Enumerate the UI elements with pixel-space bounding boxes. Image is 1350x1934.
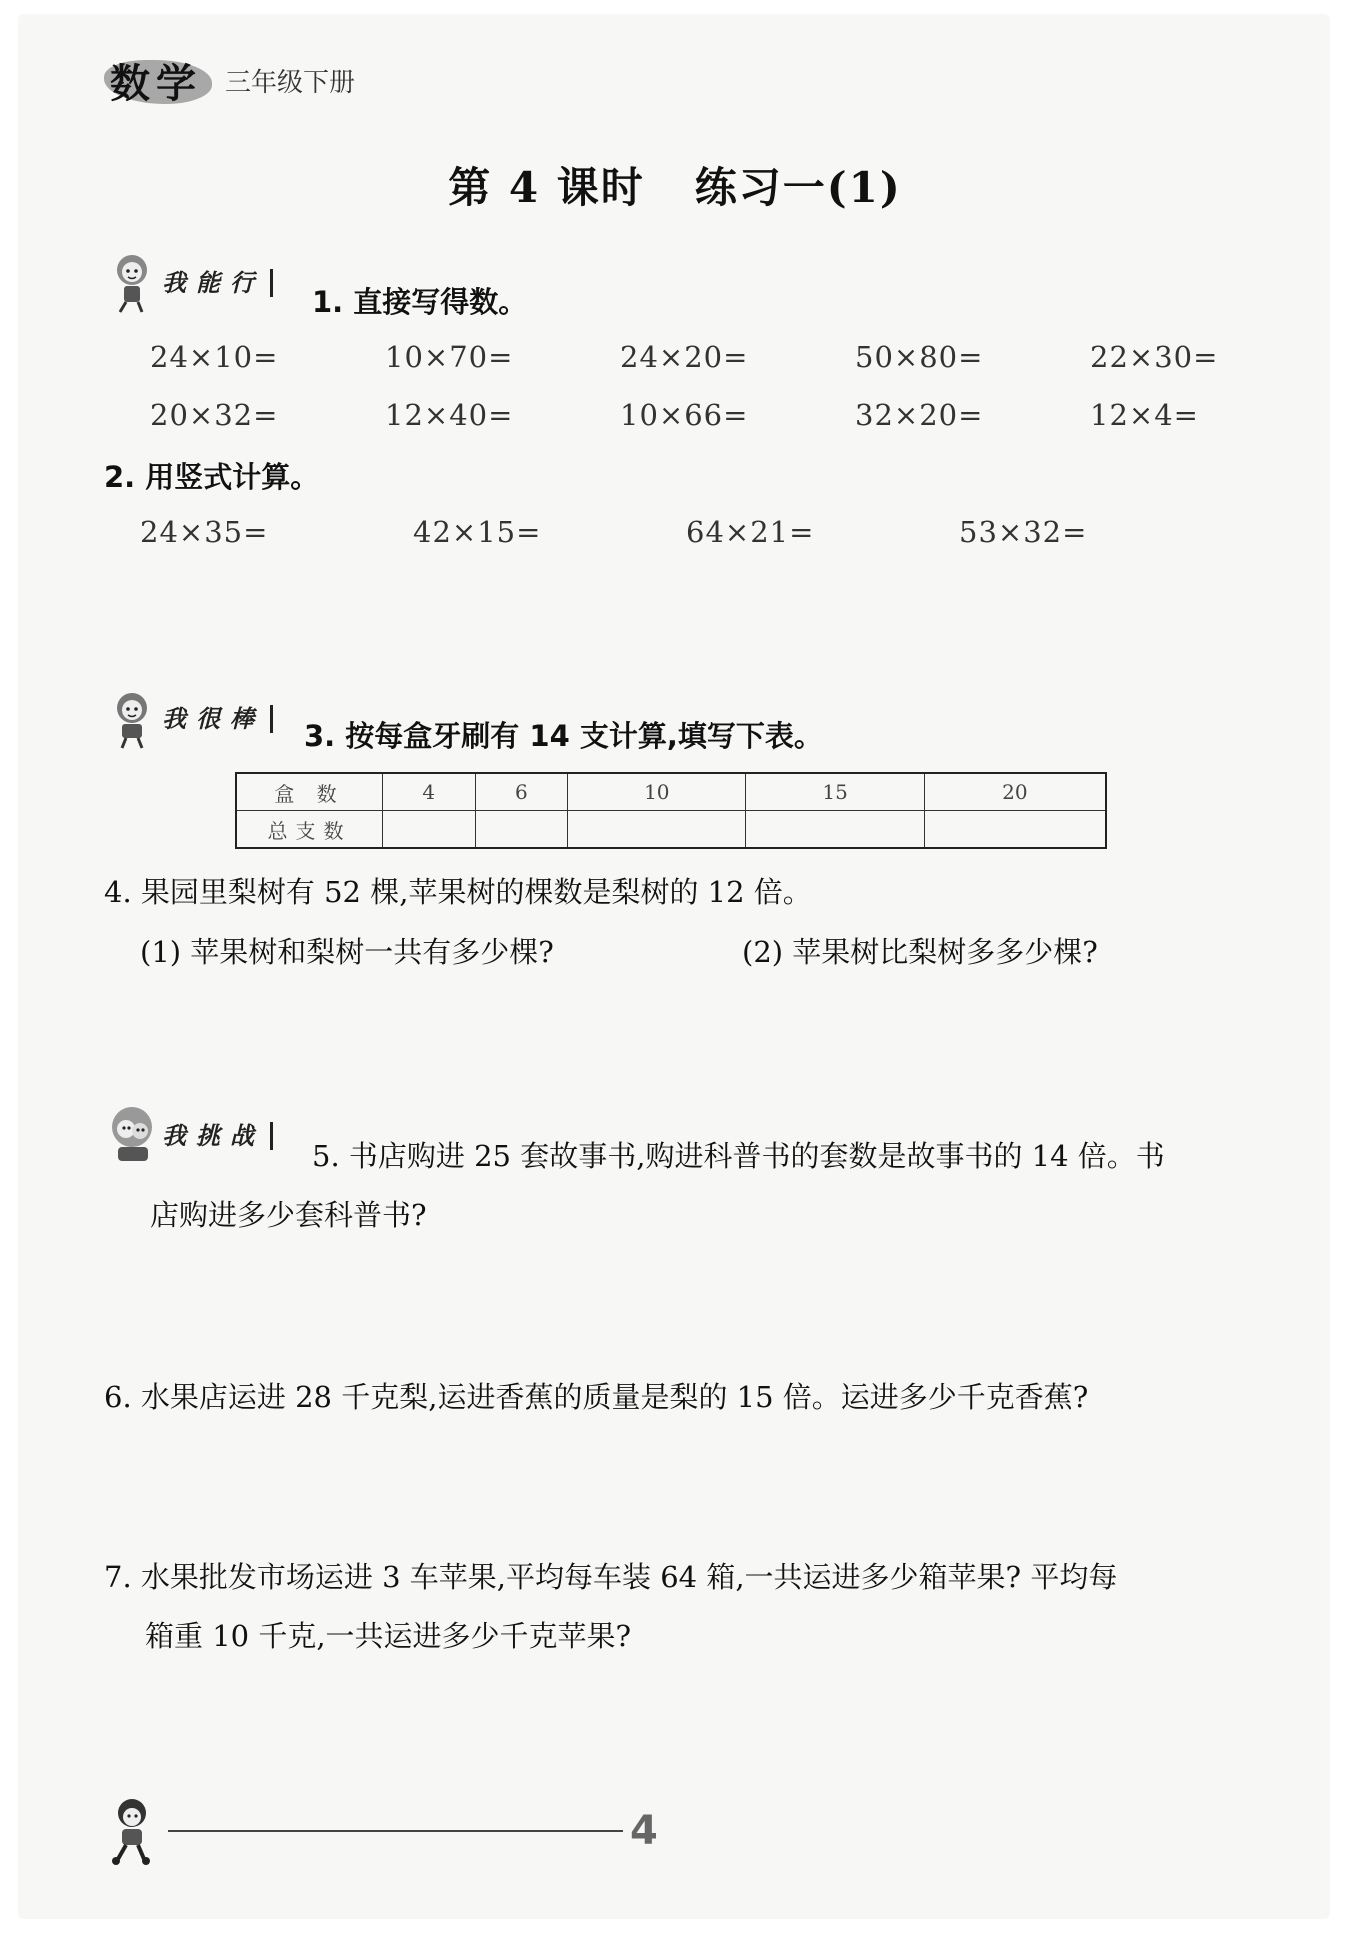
q1-expr: 24×20= (620, 340, 749, 374)
lesson-title (0, 155, 1350, 215)
badge-label: 我挑战 (162, 1122, 273, 1150)
q1-expr: 24×10= (150, 340, 279, 374)
lesson-number: 第 4 课时 (448, 163, 645, 212)
q1-expr: 32×20= (855, 398, 984, 432)
grade-label: 三年级下册 (225, 68, 356, 98)
table-cell: 4 (383, 773, 476, 811)
mascot-icon (106, 688, 160, 750)
q4-sub1: (1) 苹果树和梨树一共有多少棵? (140, 935, 554, 969)
mascot-icon (106, 252, 160, 314)
q2-expr: 64×21= (686, 515, 815, 549)
page-number: 4 (630, 1808, 658, 1854)
q4-sub2: (2) 苹果树比梨树多多少棵? (742, 935, 1098, 969)
q7-line2: 箱重 10 千克,一共运进多少千克苹果? (145, 1619, 632, 1653)
q1-expr: 50×80= (855, 340, 984, 374)
q1-expr: 22×30= (1090, 340, 1219, 374)
q1-expr: 10×66= (620, 398, 749, 432)
table-row (236, 811, 1106, 849)
row-header-total: 总支数 (236, 811, 383, 849)
badge-challenge (106, 1105, 273, 1167)
answer-cell[interactable] (475, 811, 568, 849)
badge-great (106, 688, 273, 750)
q2-expr: 53×32= (959, 515, 1088, 549)
q5-line2: 店购进多少套科普书? (150, 1198, 427, 1232)
table-row (236, 773, 1106, 811)
q1-expr: 12×4= (1090, 398, 1199, 432)
q2-expr: 24×35= (140, 515, 269, 549)
badge-i-can (106, 252, 273, 314)
fill-in-table (235, 772, 1107, 849)
q2-expr: 42×15= (413, 515, 542, 549)
footer-line (168, 1830, 623, 1832)
subject-title: 数学 (110, 61, 202, 107)
q2-title: 2. 用竖式计算。 (104, 460, 320, 494)
mascot-icon (106, 1105, 160, 1167)
row-header-boxes: 盒 数 (236, 773, 383, 811)
q7-line1: 7. 水果批发市场运进 3 车苹果,平均每车装 64 箱,一共运进多少箱苹果? 平均每 (104, 1560, 1118, 1594)
answer-cell[interactable] (383, 811, 476, 849)
badge-label: 我能行 (162, 269, 273, 297)
table-cell: 15 (746, 773, 924, 811)
badge-label: 我很棒 (162, 705, 273, 733)
table-cell: 10 (568, 773, 746, 811)
answer-cell[interactable] (746, 811, 924, 849)
q1-expr: 10×70= (385, 340, 514, 374)
answer-cell[interactable] (924, 811, 1106, 849)
q5-line1: 5. 书店购进 25 套故事书,购进科普书的套数是故事书的 14 倍。书 (312, 1139, 1165, 1173)
footer-mascot-icon (104, 1795, 164, 1865)
q3-title: 3. 按每盒牙刷有 14 支计算,填写下表。 (304, 719, 823, 753)
q6-text: 6. 水果店运进 28 千克梨,运进香蕉的质量是梨的 15 倍。运进多少千克香蕉? (104, 1380, 1089, 1414)
q4-text: 4. 果园里梨树有 52 棵,苹果树的棵数是梨树的 12 倍。 (104, 875, 812, 909)
q1-title: 1. 直接写得数。 (312, 285, 528, 319)
q1-expr: 20×32= (150, 398, 279, 432)
lesson-name: 练习一(1) (694, 163, 902, 212)
q1-expr: 12×40= (385, 398, 514, 432)
answer-cell[interactable] (568, 811, 746, 849)
table-cell: 20 (924, 773, 1106, 811)
table-cell: 6 (475, 773, 568, 811)
